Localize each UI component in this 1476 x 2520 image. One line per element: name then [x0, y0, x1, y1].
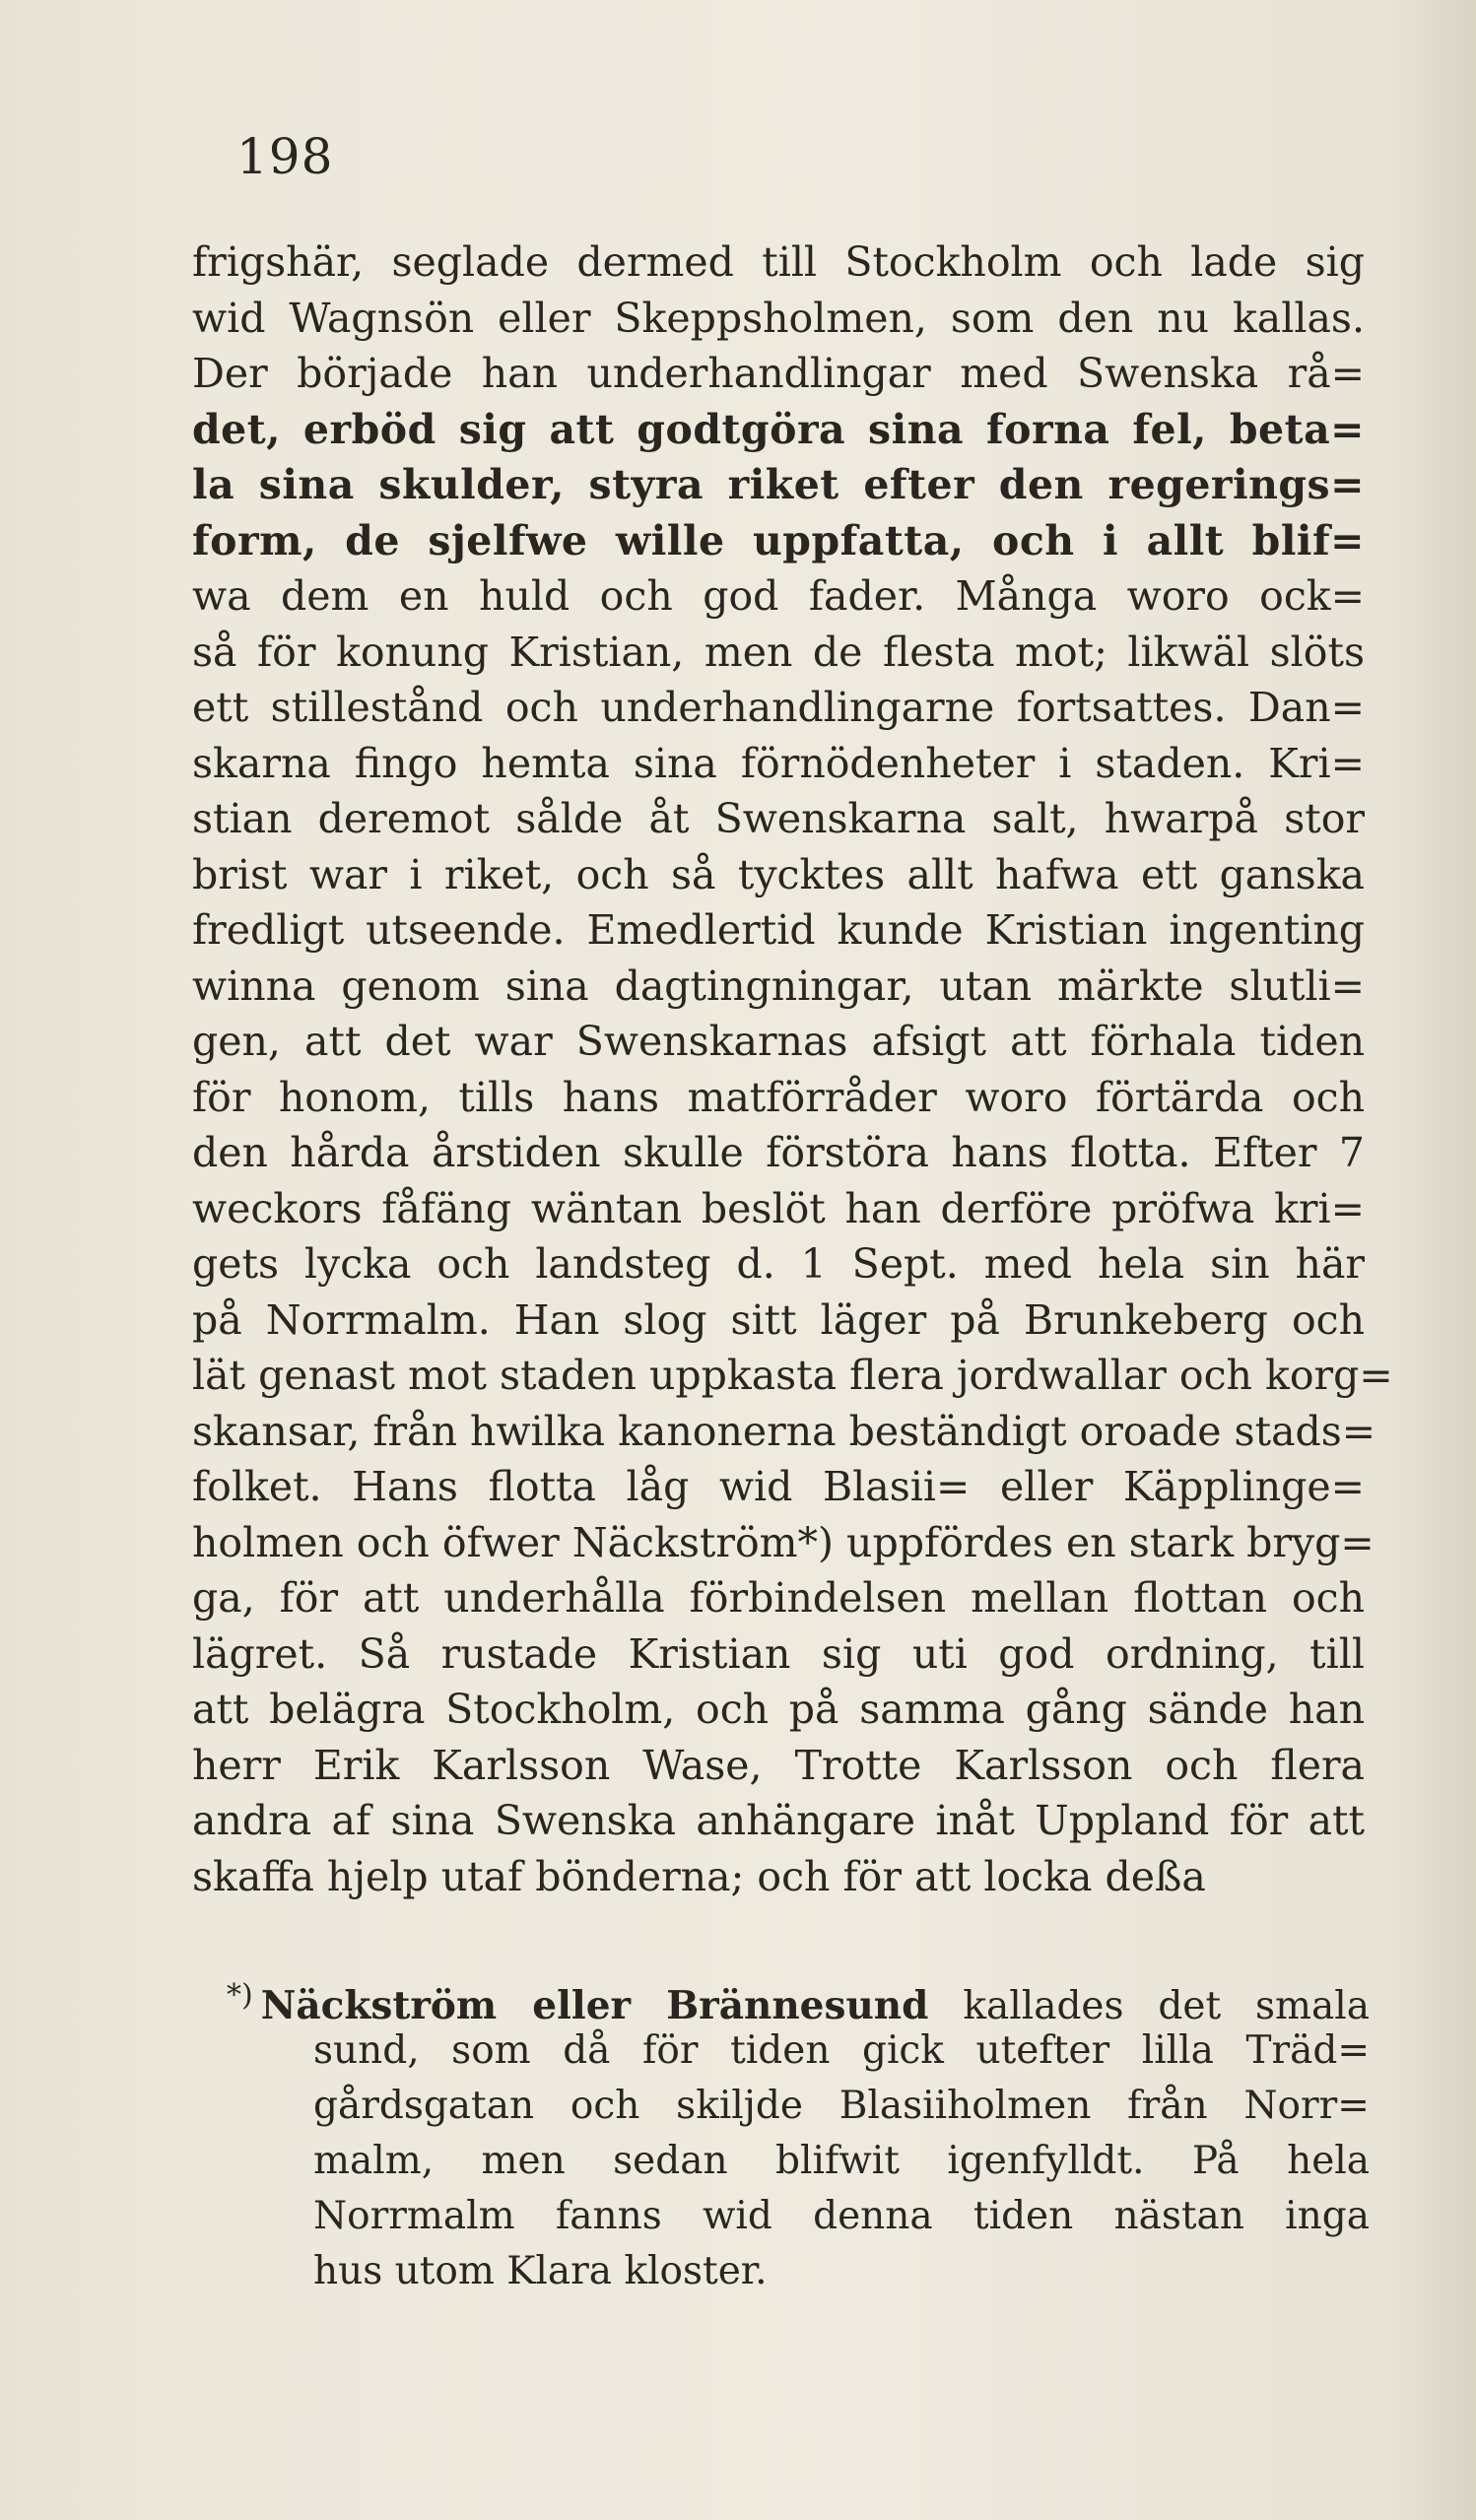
text-line: ett stillestånd och underhandlingarne fortsattes. Dan= — [192, 684, 1365, 731]
text-line: andra af sina Swenska anhängare inåt Uppland för att — [192, 1797, 1365, 1844]
text-line: för honom, tills hans matförråder woro förtärda och — [192, 1073, 1365, 1121]
footnote-text: kallades det smala — [963, 1984, 1371, 2028]
footnote-line: hus utom Klara kloster. — [313, 2249, 768, 2293]
text-line: lät genast mot staden uppkasta flera jordwallar och korg= — [192, 1352, 1393, 1399]
text-line: form, de sjelfwe wille uppfatta, och i allt blif= — [192, 516, 1365, 564]
footnote-line: gårdsgatan och skiljde Blasiiholmen från Norr= — [313, 2084, 1370, 2128]
text-line: det, erböd sig att godtgöra sina forna fel, beta= — [192, 405, 1365, 453]
text-line: så för konung Kristian, men de flesta mot; likwäl slöts — [192, 628, 1365, 676]
text-line: herr Erik Karlsson Wase, Trotte Karlsson och flera — [192, 1741, 1365, 1789]
text-line: wa dem en huld och god fader. Många woro ock= — [192, 572, 1365, 620]
text-line: skarna fingo hemta sina förnödenheter i staden. Kri= — [192, 739, 1365, 787]
footnote-line — [227, 1968, 1371, 2028]
text-line: holmen och öfwer Näckström*) uppfördes en stark bryg= — [192, 1518, 1375, 1566]
footnote-marker: *) — [227, 1978, 253, 2013]
text-line: gen, att det war Swenskarnas afsigt att förhala tiden — [192, 1018, 1365, 1065]
text-line: att belägra Stockholm, och på samma gång sände han — [192, 1686, 1365, 1733]
text-line: Der började han underhandlingar med Swenska rå= — [192, 350, 1365, 397]
page-number: 198 — [236, 128, 334, 185]
text-line: frigshär, seglade dermed till Stockholm och lade sig — [192, 238, 1365, 286]
footnote-line: malm, men sedan blifwit igenfylldt. På hela — [313, 2139, 1370, 2183]
body-text — [192, 234, 1393, 1904]
text-line: skaffa hjelp utaf bönderna; och för att locka deßa — [192, 1852, 1206, 1900]
text-line: skansar, från hwilka kanonerna beständigt oroade stads= — [192, 1407, 1376, 1455]
text-line: på Norrmalm. Han slog sitt läger på Brunkeberg och — [192, 1295, 1365, 1344]
text-line: lägret. Så rustade Kristian sig uti god ordning, till — [192, 1629, 1365, 1678]
footnote-term: Näckström eller Brännesund — [260, 1983, 929, 2028]
footnote-line: Norrmalm fanns wid denna tiden nästan inga — [313, 2194, 1370, 2238]
text-line: fredligt utseende. Emedlertid kunde Kristian ingenting — [192, 906, 1365, 954]
text-line: ga, för att underhålla förbindelsen mellan flottan och — [192, 1574, 1365, 1622]
footnote — [227, 1968, 1370, 2299]
text-line: wid Wagnsön eller Skeppsholmen, som den nu kallas. — [192, 294, 1365, 342]
text-line: gets lycka och landsteg d. 1 Sept. med hela sin här — [192, 1240, 1365, 1288]
text-line: weckors fåfäng wäntan beslöt han derföre pröfwa kri= — [192, 1184, 1365, 1232]
text-line: winna genom sina dagtingningar, utan märkte slutli= — [192, 962, 1365, 1010]
text-line: stian deremot sålde åt Swenskarna salt, hwarpå stor — [192, 795, 1365, 842]
text-line: folket. Hans flotta låg wid Blasii= eller Käpplinge= — [192, 1463, 1365, 1510]
footnote-line: sund, som då för tiden gick utefter lilla Träd= — [313, 2028, 1370, 2073]
text-line: la sina skulder, styra riket efter den regerings= — [192, 461, 1365, 508]
text-line: brist war i riket, och så tycktes allt hafwa ett ganska — [192, 850, 1365, 898]
text-line: den hårda årstiden skulle förstöra hans flotta. Efter 7 — [192, 1129, 1365, 1176]
